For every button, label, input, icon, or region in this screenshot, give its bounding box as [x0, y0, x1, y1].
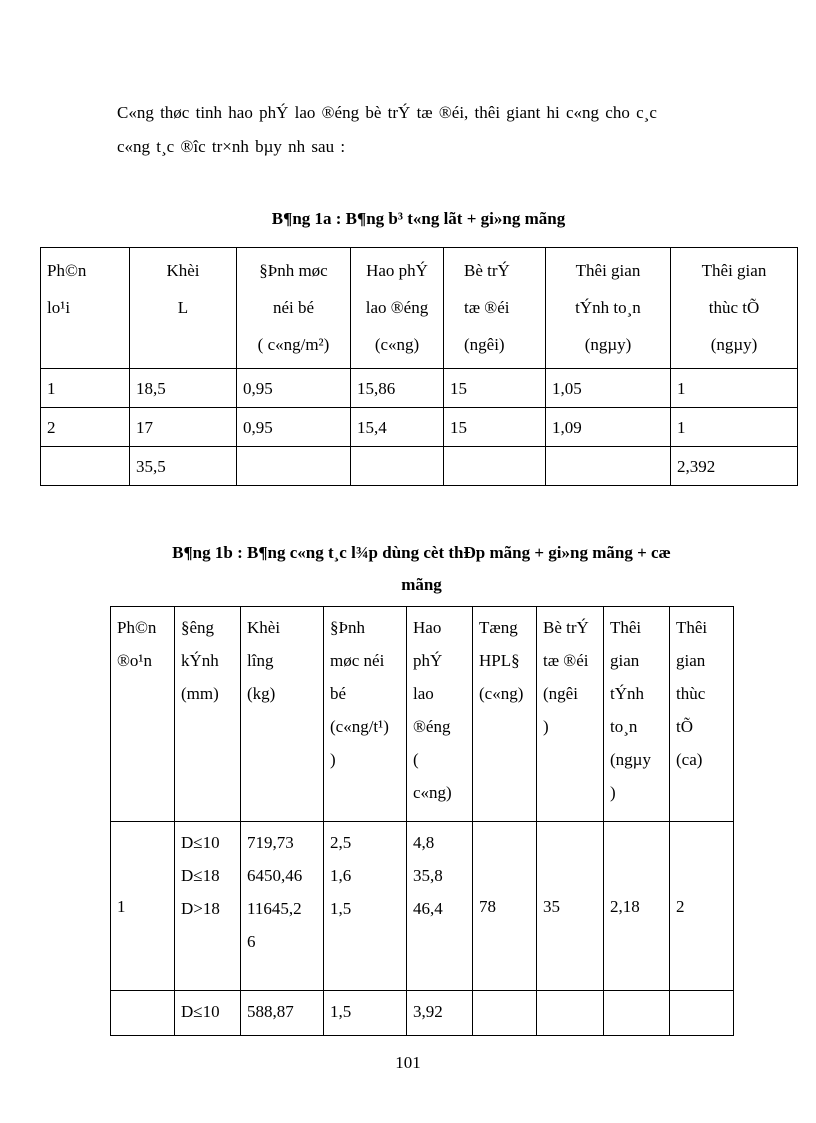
table-cell: 35,5 — [130, 447, 237, 486]
header-cell: Thêi gian tÝnh to¸n (ngµy) — [546, 248, 671, 369]
table-cell — [41, 447, 130, 486]
table-cell: 2 — [41, 408, 130, 447]
table-cell: 2,18 — [604, 822, 670, 991]
table-cell — [670, 991, 734, 1036]
table-cell: 78 — [473, 822, 537, 991]
header-cell: Ph©n ®o¹n — [111, 607, 175, 822]
table-row — [111, 991, 734, 1036]
header-cell: §êng kÝnh (mm) — [175, 607, 241, 822]
table-cell — [351, 447, 444, 486]
table-cell: 1,05 — [546, 369, 671, 408]
table-cell: 18,5 — [130, 369, 237, 408]
table-cell: 1 — [671, 408, 798, 447]
table-cell: 2 — [670, 822, 734, 991]
table-row — [41, 447, 798, 486]
table-cell: 0,95 — [237, 408, 351, 447]
table-cell: 15 — [444, 408, 546, 447]
header-cell: Hao phÝ lao ®éng ( c«ng) — [407, 607, 473, 822]
table-cell: 1 — [671, 369, 798, 408]
table-row — [41, 408, 798, 447]
table-1a-header-row — [41, 248, 798, 369]
header-cell: §Þnh møc néi bé ( c«ng/m²) — [237, 248, 351, 369]
table-1b-header-row — [111, 607, 734, 822]
header-cell: Khèi lîng (kg) — [241, 607, 324, 822]
header-cell: Tæng HPL§ (c«ng) — [473, 607, 537, 822]
intro-line: C«ng thøc tinh hao phÝ lao ®éng bè trÝ tæ ®éi, thêi giant hi c«ng cho c¸c — [117, 103, 657, 122]
table-cell: 0,95 — [237, 369, 351, 408]
table-1b — [110, 606, 734, 1036]
table-cell — [537, 991, 604, 1036]
intro-paragraph — [117, 96, 757, 164]
header-cell: Thêi gian thùc tÕ (ngµy) — [671, 248, 798, 369]
header-cell: Thêi gian thùc tÕ (ca) — [670, 607, 734, 822]
table-cell: 35 — [537, 822, 604, 991]
table-cell — [111, 991, 175, 1036]
table-cell: D≤10 D≤18 D>18 — [175, 822, 241, 991]
table-cell: 17 — [130, 408, 237, 447]
table-cell: 15 — [444, 369, 546, 408]
table-row — [111, 822, 734, 991]
table-cell: 2,5 1,6 1,5 — [324, 822, 407, 991]
caption-line: B¶ng 1b : B¶ng c«ng t¸c l¾p dùng cèt thÐp mãng + gi»ng mãng + cæ — [172, 543, 671, 562]
header-cell: Hao phÝ lao ®éng (c«ng) — [351, 248, 444, 369]
table-cell: 15,86 — [351, 369, 444, 408]
table-cell: 2,392 — [671, 447, 798, 486]
table-cell — [473, 991, 537, 1036]
table-cell: 4,8 35,8 46,4 — [407, 822, 473, 991]
table-cell — [604, 991, 670, 1036]
table-cell: 1 — [41, 369, 130, 408]
table-cell: 1 — [111, 822, 175, 991]
header-cell: Bè trÝ tæ ®éi (ngêi ) — [537, 607, 604, 822]
table-cell — [546, 447, 671, 486]
header-cell: §Þnh møc néi bé (c«ng/t¹) ) — [324, 607, 407, 822]
table-cell — [237, 447, 351, 486]
page-number: 101 — [395, 1053, 421, 1072]
table-1b-caption — [110, 537, 733, 601]
table-cell: D≤10 — [175, 991, 241, 1036]
table-cell — [444, 447, 546, 486]
table-cell: 15,4 — [351, 408, 444, 447]
table-row — [41, 369, 798, 408]
table-cell: 719,73 6450,46 11645,2 6 — [241, 822, 324, 991]
caption-line: mãng — [401, 575, 442, 594]
header-cell: Ph©n lo¹i — [41, 248, 130, 369]
intro-line: c«ng t¸c ®îc tr×nh bµy nh sau : — [117, 137, 346, 156]
table-cell: 1,09 — [546, 408, 671, 447]
table-1a — [40, 247, 798, 486]
header-cell: Khèi L — [130, 248, 237, 369]
table-cell: 1,5 — [324, 991, 407, 1036]
table-1a-caption: B¶ng 1a : B¶ng b³ t«ng lãt + gi»ng mãng — [271, 209, 566, 228]
table-cell: 3,92 — [407, 991, 473, 1036]
table-cell: 588,87 — [241, 991, 324, 1036]
header-cell: Bè trÝ tæ ®éi (ngêi) — [444, 248, 546, 369]
header-cell: Thêi gian tÝnh to¸n (ngµy ) — [604, 607, 670, 822]
